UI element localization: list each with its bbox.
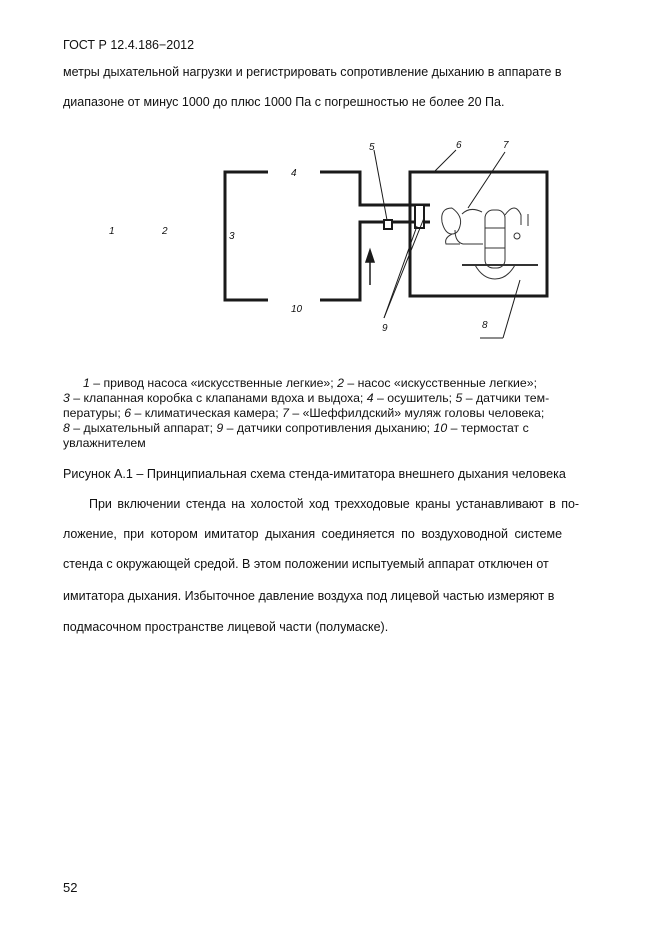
leader-6 (434, 150, 456, 172)
flow-arrow (366, 250, 374, 285)
leader-7 (468, 152, 505, 208)
legend-line-4: 8 – дыхательный аппарат; 9 – датчики сопротивления дыханию; 10 – термостат с (63, 421, 529, 435)
label-2: 2 (162, 226, 168, 237)
leader-5 (374, 150, 387, 220)
legend-line-3: пературы; 6 – климатическая камера; 7 – «Шеффилдский» муляж головы человека; (63, 406, 545, 420)
legend-line-1: 1 – привод насоса «искусственные легкие»; 2 – насос «искусственные легкие»; (83, 376, 537, 390)
body-line-2: ложение, при котором имитатор дыхания соединяется по воздуховодной системе (63, 527, 563, 541)
figure-title: Рисунок А.1 – Принципиальная схема стенда-имитатора внешнего дыхания человека (63, 467, 566, 481)
label-10: 10 (291, 304, 303, 315)
label-4: 4 (291, 168, 297, 179)
sensor-9 (415, 205, 424, 228)
legend-line-2: 3 – клапанная коробка с клапанами вдоха и выдоха; 4 – осушитель; 5 – датчики тем- (63, 391, 550, 405)
label-3: 3 (229, 231, 235, 242)
document-header: ГОСТ Р 12.4.186−2012 (63, 38, 195, 52)
legend-line-5: увлажнителем (63, 436, 146, 450)
body-line-4: имитатора дыхания. Избыточное давление воздуха под лицевой частью измеряют в (63, 589, 555, 603)
label-8: 8 (482, 320, 488, 331)
leader-9a (384, 226, 417, 318)
sensor-5 (384, 220, 392, 229)
body-line-1: При включении стенда на холостой ход трехходовые краны устанавливают в по- (89, 497, 580, 511)
label-9: 9 (382, 323, 388, 334)
intro-line-2: диапазоне от минус 1000 до плюс 1000 Па с погрешностью не более 20 Па. (63, 95, 505, 109)
intro-line-1: метры дыхательной нагрузки и регистрировать сопротивление дыханию в аппарате в (63, 65, 562, 79)
page-number: 52 (63, 880, 78, 895)
body-line-5: подмасочном пространстве лицевой части (полумаске). (63, 620, 389, 634)
climatic-chamber (410, 172, 547, 296)
label-1: 1 (109, 226, 115, 237)
breathing-apparatus-sketch (442, 208, 538, 279)
label-5: 5 (369, 142, 375, 153)
leader-9b (384, 218, 424, 318)
box-top-right-frame (320, 172, 430, 205)
body-line-3: стенда с окружающей средой. В этом положении испытуемый аппарат отключен от (63, 557, 549, 571)
label-6: 6 (456, 140, 462, 151)
box-bottom-right-frame (320, 222, 430, 300)
label-7: 7 (503, 140, 509, 151)
leader-8 (503, 280, 520, 338)
